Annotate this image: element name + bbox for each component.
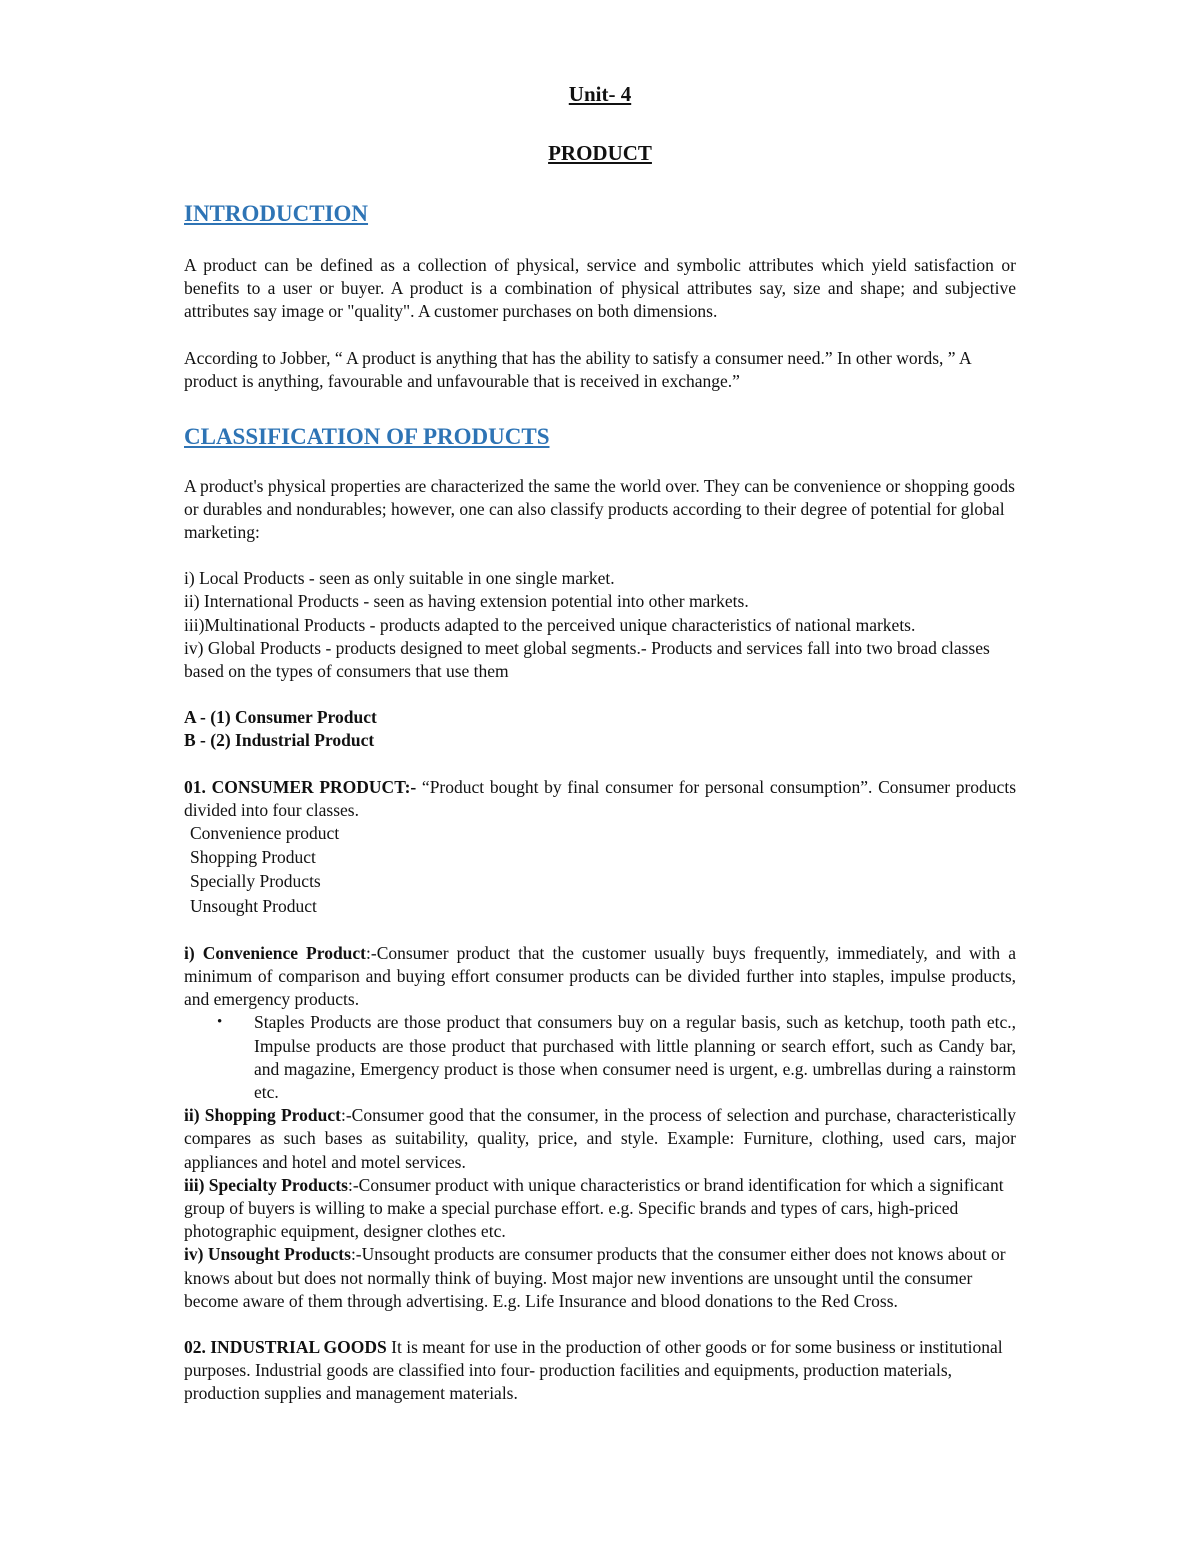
list-item: iv) Global Products - products designed to meet global segments.- Products and services fall into two broad classes based on the types of consumers that use them [184, 637, 990, 681]
list-item: • Staples Products are those product that consumers buy on a regular basis, such as ketchup, tooth path etc., Impulse products are those product that purchased with little planning or search effort, such as Candy bar, and magazine, Emergency product is those when consumer need is urgent, e.g. umbrellas during a rainstorm etc. [217, 1012, 1016, 1103]
list-item: Specially Products [190, 871, 321, 892]
class-b-label: B - (2) Industrial Product [184, 730, 375, 751]
specialty-product-label: iii) Specialty Products [184, 1174, 348, 1195]
list-item: Convenience product [190, 823, 340, 844]
product-classes [184, 706, 1016, 752]
introduction-heading: INTRODUCTION [184, 201, 369, 227]
shopping-product-label: ii) Shopping Product [184, 1105, 341, 1126]
convenience-product-paragraph: i) Convenience Product:-Consumer product that the customer usually buys frequently, immediately, and with a minimum of comparison and buying effort consumer products can be divided further into staples, impulse products, and emergency products. [184, 942, 1016, 1010]
industrial-goods-paragraph: 02. INDUSTRIAL GOODS It is meant for use in the production of other goods or for some business or institutional purposes. Industrial goods are classified into four- production facilities and equipments, production materials, production supplies and management materials. [184, 1337, 1003, 1404]
consumer-product-heading: 01. CONSUMER PRODUCT:- [184, 776, 417, 797]
classification-heading: CLASSIFICATION OF PRODUCTS [184, 423, 550, 449]
industrial-goods-heading: 02. INDUSTRIAL GOODS [184, 1337, 387, 1358]
class-a-label: A - (1) Consumer Product [184, 707, 377, 728]
product-title: PRODUCT [548, 141, 652, 166]
consumer-classes-list [184, 822, 1016, 919]
shopping-product-paragraph: ii) Shopping Product:-Consumer good that the consumer, in the process of selection and purchase, characteristically compares as such bases as suitability, quality, price, and style. Example: Furniture, clothing, used cars, major appliances and hotel and motel services. [184, 1105, 1016, 1172]
global-classification-list [184, 567, 1016, 683]
classification-paragraph: A product's physical properties are characterized the same the world over. They can be convenience or shopping goods or durables and nondurables; however, one can also classify products according to their degree of potential for global marketing: [184, 475, 1015, 542]
list-item: Unsought Product [190, 895, 317, 916]
list-item: ii) International Products - seen as having extension potential into other markets. [184, 591, 749, 612]
list-item: i) Local Products - seen as only suitable in one single market. [184, 568, 615, 589]
convenience-product-label: i) Convenience Product [184, 942, 366, 963]
consumer-product-paragraph [184, 776, 1016, 822]
introduction-paragraph: A product can be defined as a collection of physical, service and symbolic attributes which yield satisfaction or benefits to a user or buyer. A product is a combination of physical attributes say, size and shape; and subjective attributes say image or "quality". A customer purchases on both dimensions. [184, 254, 1016, 322]
consumer-product-definition: “Product bought by final consumer for personal consumption”. Consumer products divided into four classes. [184, 776, 1016, 820]
unsought-product-paragraph: iv) Unsought Products:-Unsought products are consumer products that the consumer either does not knows about or knows about but does not normally think of buying. Most major new inventions are unsought until the consumer become aware of them through advertising. E.g. Life Insurance and blood donations to the Red Cross. [184, 1244, 1006, 1311]
bullet-icon: • [217, 1014, 223, 1031]
list-item: iii)Multinational Products - products adapted to the perceived unique characteristics of national markets. [184, 614, 916, 635]
specialty-product-paragraph: iii) Specialty Products:-Consumer product with unique characteristics or brand identification for which a significant group of buyers is willing to make a special purchase effort. e.g. Specific brands and types of cars, high-priced photographic equipment, designer clothes etc. [184, 1174, 1004, 1242]
unsought-product-label: iv) Unsought Products [184, 1244, 351, 1265]
unit-title: Unit- 4 [568, 82, 632, 106]
staples-bullet-list [184, 1011, 1016, 1104]
list-item: Shopping Product [190, 847, 316, 868]
jobber-definition-paragraph: According to Jobber, “ A product is anything that has the ability to satisfy a consumer need.” In other words, ” A product is anything, favourable and unfavourable that is received in exchange.” [184, 347, 971, 391]
